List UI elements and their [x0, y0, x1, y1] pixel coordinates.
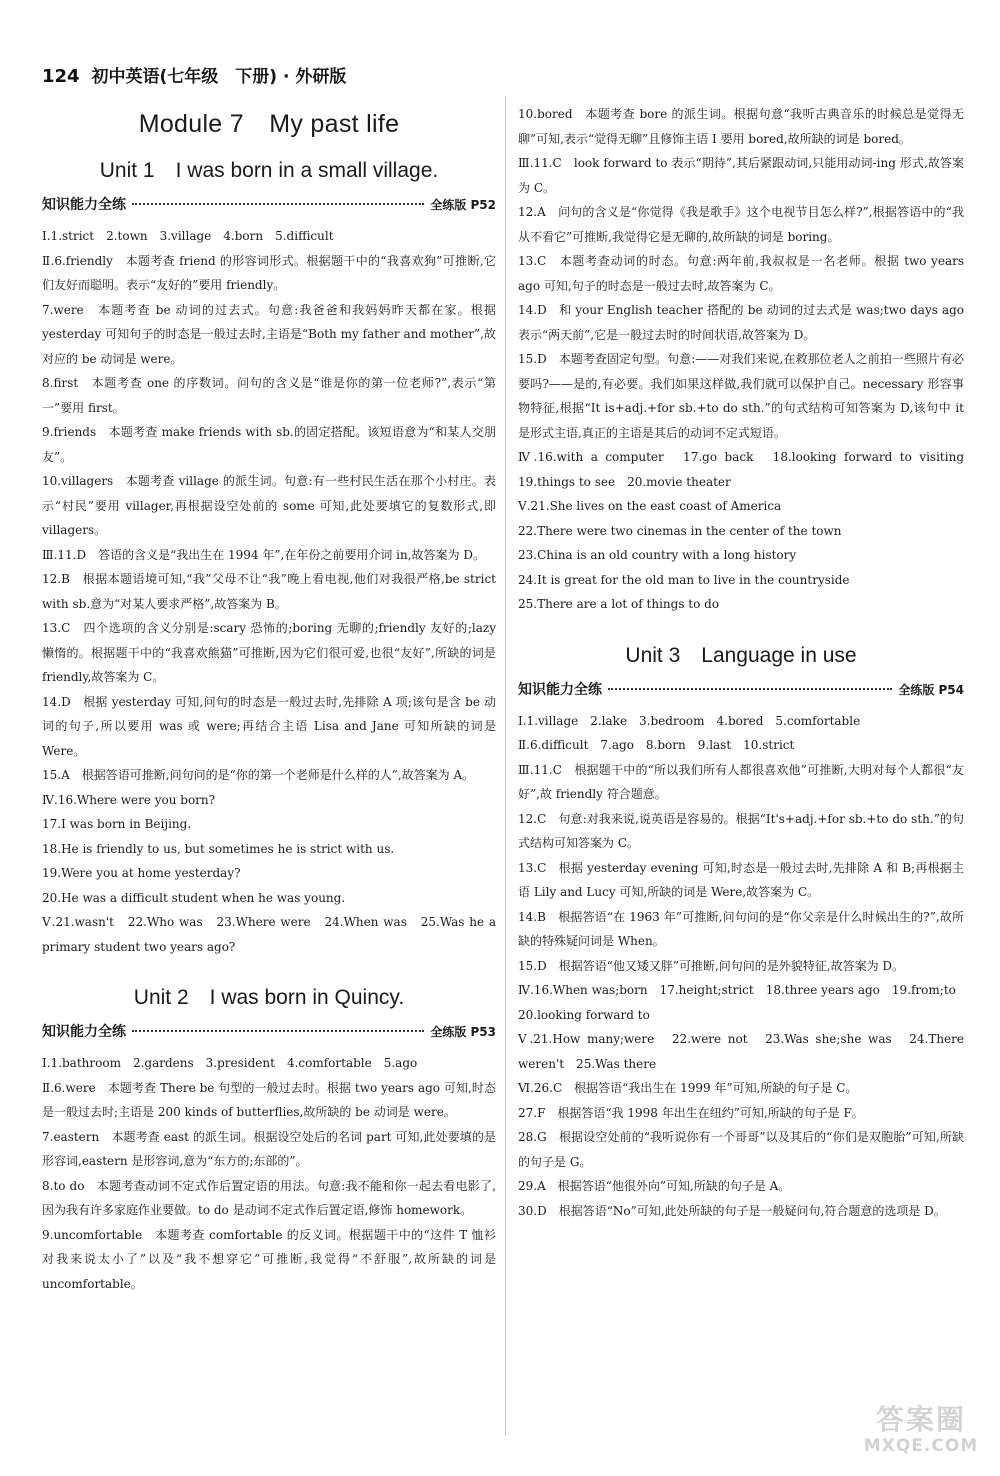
answer-line: 9.friends 本题考查 make friends with sb.的固定搭配。该短语意为“和某人交朋友”。 — [42, 425, 496, 464]
dotted-leader — [132, 1030, 424, 1032]
answer-line: 13.C 根据 yesterday evening 可知,时态是一般过去时,先排除 A 和 B;再根据主语 Lily and Lucy 可知,所缺的词是 Were,故答案为 C。 — [518, 860, 964, 899]
answer-line: 12.B 根据本题语境可知,“我”父母不让“我”晚上看电视,他们对我很严格,be strict with sb.意为“对某人要求严格”,故答案为 B。 — [42, 572, 496, 611]
answer-line: 10.villagers 本题考查 village 的派生词。句意:有一些村民生活在那个小村庄。表示“村民”要用 villager,再根据设空处前的 some 可知,此处要填它的复数形式,即 villagers。 — [42, 474, 496, 537]
unit-1-answers — [42, 224, 496, 959]
answer-line: Ⅵ.26.C 根据答语“我出生在 1999 年”可知,所缺的句子是 C。 — [518, 1081, 858, 1095]
site-watermark — [856, 1404, 986, 1464]
answer-line: 22.There were two cinemas in the center of the town — [518, 523, 842, 538]
answer-line: 14.B 根据答语“在 1963 年”可推断,问句问的是“你父亲是什么时候出生的?”,故所缺的特殊疑问词是 When。 — [518, 909, 964, 948]
right-column — [518, 102, 977, 1223]
answer-line: Ⅱ.6.friendly 本题考查 friend 的形容词形式。根据题干中的“我喜欢狗”可推断,它们友好而聪明。表示“友好的”要用 friendly。 — [42, 253, 496, 292]
answer-line: 12.A 问句的含义是“你觉得《我是歌手》这个电视节目怎么样?”,根据答语中的“我从不看它”可推断,我觉得它是无聊的,故所缺的词是 boring。 — [518, 205, 964, 244]
answer-line: Ⅳ.16.Where were you born? — [42, 792, 216, 807]
unit-1-section-heading — [42, 194, 496, 214]
answer-line: Ⅱ.6.difficult 7.ago 8.born 9.last 10.strict — [518, 738, 795, 752]
answer-line: 29.A 根据答语“他很外向”可知,所缺的句子是 A。 — [518, 1179, 791, 1193]
answer-line: 25.There are a lot of things to do — [518, 597, 720, 611]
unit-2-answers-part-2 — [518, 102, 977, 617]
unit-3-title: Unit 3 Language in use — [625, 643, 857, 667]
section-ref: 全练版 P52 — [430, 198, 496, 212]
answer-line: Ⅲ.11.D 答语的含义是“我出生在 1994 年”,在年份之前要用介词 in,故答案为 D。 — [42, 547, 485, 562]
page-header — [42, 62, 346, 87]
module-title: Module 7 My past life — [138, 110, 400, 138]
answer-line: Ⅲ.11.C 根据题干中的“所以我们所有人都很喜欢他”可推断,大明对每个人都很“友好”,故 friendly 符合题意。 — [518, 762, 964, 801]
dotted-leader — [132, 203, 424, 205]
answer-line: Ⅴ.21.wasn't 22.Who was 23.Where were 24.When was 25.Was he a primary student two years ago? — [42, 915, 496, 954]
answer-line: Ⅳ.16.When was;born 17.height;strict 18.three years ago 19.from;to — [518, 983, 956, 997]
section-label: 知识能力全练 — [42, 197, 126, 213]
answer-line: 20.He was a difficult student when he was young. — [42, 890, 346, 905]
answer-line: 14.D 根据 yesterday 可知,问句的时态是一般过去时,先排除 A 项;该句是含 be 动词的句子,所以要用 was 或 were;再结合主语 Lisa and Jane 可知所缺的词是 Were。 — [42, 694, 496, 758]
unit-2-answers-part-1 — [42, 1051, 496, 1296]
page-number: 124 — [42, 66, 80, 87]
left-column — [42, 100, 496, 1296]
answer-line: Ⅴ.21.She lives on the east coast of America — [518, 499, 782, 513]
answer-line: 15.D 本题考查固定句型。句意:——对我们来说,在救那位老人之前拍一些照片有必要吗?——是的,有必要。我们如果这样做,我们就可以保护自己。necessary 形容事物特征,根据“It is+adj.+for sb.+to do sth.”的句式结构可知答案为 D,该句中 it 是形式主语,真正的主语是其后的动词不定式短语。 — [518, 352, 964, 440]
answer-line: 28.G 根据设空处前的“我听说你有一个哥哥”以及其后的“你们是双胞胎”可知,所缺的句子是 G。 — [518, 1130, 964, 1169]
answer-line: Ⅳ.16.with a computer 17.go back 18.looking forward to visiting 19.things to see 20.movie theater — [518, 450, 977, 489]
unit-1-title: Unit 1 I was born in a small village. — [99, 159, 439, 182]
answer-line: 20.looking forward to — [518, 1007, 650, 1022]
answer-line: 10.bored 本题考查 bore 的派生词。根据句意“我听古典音乐的时候总是觉得无聊”可知,表示“觉得无聊”且修饰主语 I 要用 bored,故所缺的词是 bored。 — [518, 107, 964, 146]
answer-line: Ⅴ.21.How many;were 22.were not 23.Was she;she was 24.There weren't 25.Was there — [518, 1032, 964, 1071]
section-ref: 全练版 P53 — [430, 1025, 496, 1039]
answer-line: 30.D 根据答语“No”可知,此处所缺的句子是一般疑问句,符合题意的选项是 D。 — [518, 1203, 946, 1218]
answer-line: 27.F 根据答语“我 1998 年出生在纽约”可知,所缺的句子是 F。 — [518, 1105, 864, 1120]
answer-line: Ⅰ.1.village 2.lake 3.bedroom 4.bored 5.comfortable — [518, 713, 861, 728]
answer-line: 15.D 根据答语“他又矮又胖”可推断,问句问的是外貌特征,故答案为 D。 — [518, 958, 905, 973]
book-title: 初中英语(七年级 下册) · 外研版 — [91, 67, 347, 87]
answer-line: Ⅰ.1.bathroom 2.gardens 3.president 4.comfortable 5.ago — [42, 1056, 418, 1070]
watermark-url: MXQE.COM — [863, 1436, 979, 1456]
unit-2-title: Unit 2 I was born in Quincy. — [133, 986, 405, 1009]
answer-line: 12.C 句意:对我来说,说英语是容易的。根据“It's+adj.+for sb.+to do sth.”的句式结构可知答案为 C。 — [518, 811, 964, 850]
answer-line: 18.He is friendly to us, but sometimes he is strict with us. — [42, 841, 395, 856]
answer-line: 9.uncomfortable 本题考查 comfortable 的反义词。根据题干中的“这件 T 恤衫对我来说太小了”以及“我不想穿它”可推断,我觉得“不舒服”,故所缺的词是 uncomfortable。 — [42, 1227, 496, 1291]
section-label: 知识能力全练 — [518, 681, 602, 698]
unit-3-answers — [518, 709, 964, 1224]
answer-line: Ⅲ.11.C look forward to 表示“期待”,其后紧跟动词,只能用动词-ing 形式,故答案为 C。 — [518, 156, 964, 195]
answer-line: 8.first 本题考查 one 的序数词。问句的含义是“谁是你的第一位老师?”,表示“第一”要用 first。 — [42, 376, 496, 415]
watermark-logo-text: 答案圈 — [875, 1403, 966, 1436]
answer-line: 15.A 根据答语可推断,问句问的是“你的第一个老师是什么样的人”,故答案为 A。 — [42, 768, 475, 782]
answer-line: 19.Were you at home yesterday? — [42, 866, 241, 880]
unit-2-section-heading — [42, 1021, 496, 1041]
answer-line: 7.were 本题考查 be 动词的过去式。句意:我爸爸和我妈妈昨天都在家。根据 yesterday 可知句子的时态是一般过去时,主语是“Both my father and mother”,故对应的 be 动词是 were。 — [42, 302, 496, 366]
answer-line: 23.China is an old country with a long history — [518, 548, 797, 562]
answer-line: 24.It is great for the old man to live in the countryside — [518, 572, 850, 587]
answer-line: Ⅱ.6.were 本题考查 There be 句型的一般过去时。根据 two years ago 可知,时态是一般过去时;主语是 200 kinds of butterflies,故所缺的 be 动词是 were。 — [42, 1080, 496, 1119]
answer-line: 13.C 本题考查动词的时态。句意:两年前,我叔叔是一名老师。根据 two years ago 可知,句子的时态是一般过去时,故答案为 C。 — [518, 254, 964, 293]
section-label: 知识能力全练 — [42, 1024, 126, 1040]
unit-3-section-heading — [518, 679, 964, 699]
answer-line: 14.D 和 your English teacher 搭配的 be 动词的过去式是 was;two days ago 表示“两天前”,它是一般过去时的时间状语,故答案为 D。 — [518, 303, 964, 342]
answer-line: 8.to do 本题考查动词不定式作后置定语的用法。句意:我不能和你一起去看电影了,因为我有许多家庭作业要做。to do 是动词不定式作后置定语,修饰 homework。 — [42, 1178, 496, 1217]
answer-line: Ⅰ.1.strict 2.town 3.village 4.born 5.difficult — [42, 229, 334, 243]
dotted-leader — [608, 688, 892, 690]
answer-line: 7.eastern 本题考查 east 的派生词。根据设空处后的名词 part 可知,此处要填的是形容词,eastern 是形容词,意为“东方的;东部的”。 — [42, 1129, 496, 1168]
column-divider — [505, 96, 506, 1436]
section-ref: 全练版 P54 — [898, 682, 964, 697]
answer-line: 13.C 四个选项的含义分别是:scary 恐怖的;boring 无聊的;friendly 友好的;lazy 懒惰的。根据题干中的“我喜欢熊猫”可推断,因为它们很可爱,也很“友好”,所缺的词是 friendly,故答案为 C。 — [42, 621, 496, 684]
answer-line: 17.I was born in Beijing. — [42, 817, 192, 831]
